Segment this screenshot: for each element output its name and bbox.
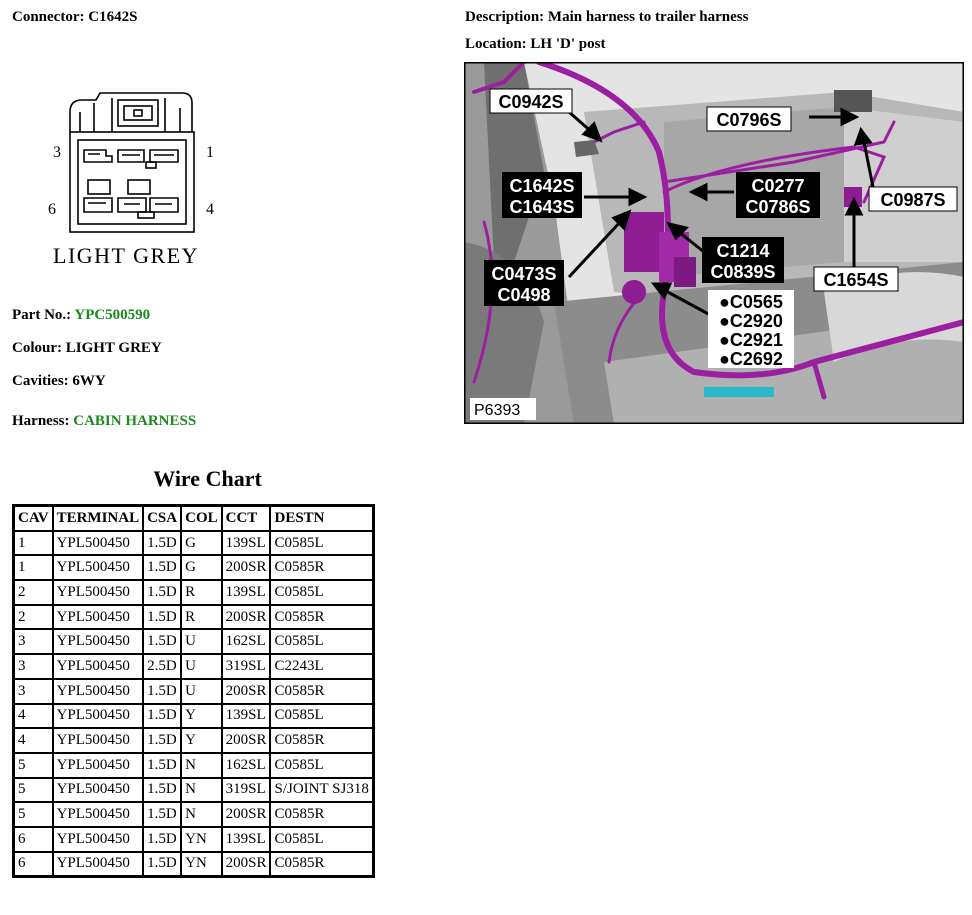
terminal-cell: YPL500450 xyxy=(53,802,144,827)
location-label: Location: xyxy=(465,36,527,52)
cavities-value: 6WY xyxy=(72,373,106,389)
destn-cell: S/JOINT SJ318 xyxy=(270,778,373,803)
destn-cell: C0585R xyxy=(270,605,373,630)
pin-label-3: 3 xyxy=(53,144,61,161)
destn-cell: C0585L xyxy=(270,753,373,778)
csa-cell: 1.5D xyxy=(143,531,181,556)
cav-cell: 1 xyxy=(14,555,53,580)
csa-cell: 1.5D xyxy=(143,629,181,654)
cav-cell: 2 xyxy=(14,605,53,630)
destn-cell: C0585R xyxy=(270,728,373,753)
table-header-row xyxy=(14,506,374,531)
table-row xyxy=(14,629,374,654)
terminal-cell: YPL500450 xyxy=(53,654,144,679)
cct-cell: 139SL xyxy=(222,827,271,852)
table-row xyxy=(14,654,374,679)
table-row xyxy=(14,555,374,580)
connector-line xyxy=(12,9,137,26)
destn-cell: C0585L xyxy=(270,629,373,654)
header-cct: CCT xyxy=(222,506,271,531)
callout-c1214: C1214 xyxy=(716,241,770,261)
part-no-link[interactable]: YPC500590 xyxy=(74,307,151,323)
description-label: Description: xyxy=(465,9,545,25)
cct-cell: 200SR xyxy=(222,679,271,704)
table-row xyxy=(14,753,374,778)
harness-line xyxy=(12,413,196,430)
callout-c0277: C0277 xyxy=(751,176,805,196)
table-row xyxy=(14,531,374,556)
table-row xyxy=(14,852,374,877)
cav-cell: 6 xyxy=(14,827,53,852)
destn-cell: C0585R xyxy=(270,555,373,580)
location-photo xyxy=(464,62,964,424)
pin-label-6: 6 xyxy=(48,201,56,218)
callout-c0987s: C0987S xyxy=(880,190,946,210)
cav-cell: 3 xyxy=(14,654,53,679)
destn-cell: C0585R xyxy=(270,852,373,877)
part-no-label: Part No.: xyxy=(12,307,72,323)
header-destn: DESTN xyxy=(270,506,373,531)
header-col: COL xyxy=(181,506,222,531)
terminal-cell: YPL500450 xyxy=(53,728,144,753)
col-cell: R xyxy=(181,605,222,630)
cct-cell: 200SR xyxy=(222,605,271,630)
diagram-colour-text: LIGHT GREY xyxy=(53,243,199,268)
col-cell: Y xyxy=(181,704,222,729)
destn-cell: C0585R xyxy=(270,679,373,704)
callout-c0942s: C0942S xyxy=(498,92,564,112)
table-row xyxy=(14,679,374,704)
colour-value: LIGHT GREY xyxy=(65,340,162,356)
description-line xyxy=(465,9,748,26)
terminal-cell: YPL500450 xyxy=(53,629,144,654)
csa-cell: 1.5D xyxy=(143,555,181,580)
callout-c0786s: C0786S xyxy=(745,197,811,217)
terminal-cell: YPL500450 xyxy=(53,778,144,803)
callout-c0565: ●C0565 xyxy=(719,292,783,312)
header-cav: CAV xyxy=(14,506,53,531)
csa-cell: 1.5D xyxy=(143,728,181,753)
harness-label: Harness: xyxy=(12,413,70,429)
pin-label-1: 1 xyxy=(206,144,214,161)
col-cell: U xyxy=(181,654,222,679)
cct-cell: 139SL xyxy=(222,704,271,729)
cct-cell: 200SR xyxy=(222,555,271,580)
header-terminal: TERMINAL xyxy=(53,506,144,531)
callout-c0796s: C0796S xyxy=(716,110,782,130)
callout-c1654s: C1654S xyxy=(823,270,889,290)
col-cell: G xyxy=(181,531,222,556)
cct-cell: 162SL xyxy=(222,629,271,654)
csa-cell: 1.5D xyxy=(143,605,181,630)
figure-id: P6393 xyxy=(474,402,521,419)
cav-cell: 1 xyxy=(14,531,53,556)
callout-c1643s: C1643S xyxy=(509,197,575,217)
csa-cell: 1.5D xyxy=(143,753,181,778)
destn-cell: C0585L xyxy=(270,531,373,556)
connector-label: Connector: xyxy=(12,9,85,25)
destn-cell: C0585L xyxy=(270,580,373,605)
table-row xyxy=(14,580,374,605)
wire-chart-table xyxy=(12,504,375,878)
terminal-cell: YPL500450 xyxy=(53,580,144,605)
description-value: Main harness to trailer harness xyxy=(547,9,749,25)
col-cell: R xyxy=(181,580,222,605)
table-row xyxy=(14,778,374,803)
callout-c0473s: C0473S xyxy=(491,264,557,284)
terminal-cell: YPL500450 xyxy=(53,531,144,556)
csa-cell: 1.5D xyxy=(143,852,181,877)
harness-link[interactable]: CABIN HARNESS xyxy=(73,413,197,429)
location-line xyxy=(465,36,605,53)
location-value: LH 'D' post xyxy=(530,36,606,52)
cct-cell: 200SR xyxy=(222,802,271,827)
callout-c1642s: C1642S xyxy=(509,176,575,196)
colour-label: Colour: xyxy=(12,340,62,356)
colour-line xyxy=(12,340,162,357)
table-row xyxy=(14,802,374,827)
terminal-cell: YPL500450 xyxy=(53,753,144,778)
cav-cell: 3 xyxy=(14,629,53,654)
callout-c2692: ●C2692 xyxy=(719,349,783,369)
cavities-line xyxy=(12,373,106,390)
col-cell: N xyxy=(181,778,222,803)
cct-cell: 319SL xyxy=(222,654,271,679)
pin-label-4: 4 xyxy=(206,201,214,218)
col-cell: Y xyxy=(181,728,222,753)
col-cell: N xyxy=(181,802,222,827)
csa-cell: 1.5D xyxy=(143,827,181,852)
cav-cell: 5 xyxy=(14,753,53,778)
csa-cell: 1.5D xyxy=(143,679,181,704)
terminal-cell: YPL500450 xyxy=(53,827,144,852)
table-row xyxy=(14,827,374,852)
col-cell: YN xyxy=(181,827,222,852)
col-cell: U xyxy=(181,679,222,704)
destn-cell: C0585L xyxy=(270,827,373,852)
cav-cell: 4 xyxy=(14,704,53,729)
cav-cell: 5 xyxy=(14,802,53,827)
header-csa: CSA xyxy=(143,506,181,531)
table-row xyxy=(14,704,374,729)
csa-cell: 1.5D xyxy=(143,580,181,605)
table-body xyxy=(14,531,374,877)
col-cell: N xyxy=(181,753,222,778)
terminal-cell: YPL500450 xyxy=(53,704,144,729)
cct-cell: 200SR xyxy=(222,728,271,753)
callout-c0839s: C0839S xyxy=(710,262,776,282)
wire-chart-title: Wire Chart xyxy=(153,466,262,491)
table-row xyxy=(14,728,374,753)
connector-face-diagram xyxy=(40,85,230,275)
callout-c0498: C0498 xyxy=(497,285,551,305)
cav-cell: 4 xyxy=(14,728,53,753)
part-no-line xyxy=(12,307,150,324)
cav-cell: 6 xyxy=(14,852,53,877)
table-row xyxy=(14,605,374,630)
col-cell: YN xyxy=(181,852,222,877)
terminal-cell: YPL500450 xyxy=(53,679,144,704)
cct-cell: 139SL xyxy=(222,531,271,556)
csa-cell: 2.5D xyxy=(143,654,181,679)
destn-cell: C2243L xyxy=(270,654,373,679)
destn-cell: C0585L xyxy=(270,704,373,729)
csa-cell: 1.5D xyxy=(143,704,181,729)
terminal-cell: YPL500450 xyxy=(53,605,144,630)
col-cell: G xyxy=(181,555,222,580)
callout-c2920: ●C2920 xyxy=(719,311,783,331)
col-cell: U xyxy=(181,629,222,654)
terminal-cell: YPL500450 xyxy=(53,852,144,877)
csa-cell: 1.5D xyxy=(143,778,181,803)
cct-cell: 319SL xyxy=(222,778,271,803)
cavities-label: Cavities: xyxy=(12,373,69,389)
cav-cell: 2 xyxy=(14,580,53,605)
cav-cell: 5 xyxy=(14,778,53,803)
cct-cell: 162SL xyxy=(222,753,271,778)
csa-cell: 1.5D xyxy=(143,802,181,827)
terminal-cell: YPL500450 xyxy=(53,555,144,580)
cav-cell: 3 xyxy=(14,679,53,704)
destn-cell: C0585R xyxy=(270,802,373,827)
callout-c2921: ●C2921 xyxy=(719,330,783,350)
cct-cell: 200SR xyxy=(222,852,271,877)
cct-cell: 139SL xyxy=(222,580,271,605)
connector-value: C1642S xyxy=(88,9,138,25)
